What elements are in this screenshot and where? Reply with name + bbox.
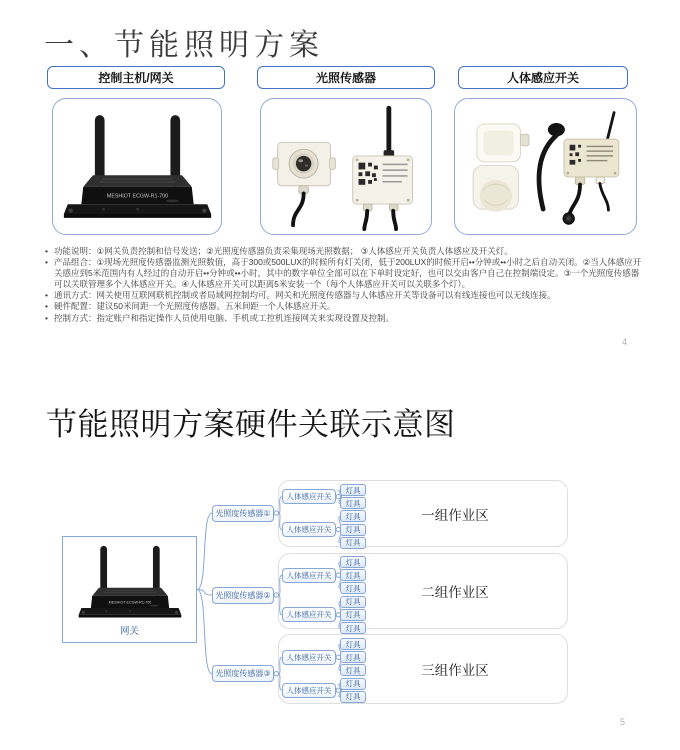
lamp-box: 灯具 bbox=[340, 497, 366, 509]
work-area-label: 一组作业区 bbox=[421, 507, 489, 523]
bullet-product-combo: • 产品组合：①现场光照度传感器监测光照数值，高于300或500LUX的时候所有灯关闭，低于200LUX的时候开启••分钟或••小时之后自动关闭。②当人体感应开关感应到5米范围内有人经过的自动开启••分钟或••小时，其中的数字单位全部可以在下单时设定好，也可以交由客户自己在控制端设定。③一个光照度传感器可以关联管理多个人体感应开关。④人体感应开关可以距离5米安装一个（每个人体感应开关可以关联多个灯）。 bbox=[44, 257, 642, 289]
slide2-title: 节能照明方案硬件关联示意图 bbox=[46, 407, 456, 442]
slide1-page-number: 4 bbox=[622, 337, 628, 347]
gateway-product-image bbox=[60, 111, 215, 223]
motion-switch-box: 人体感应开关 bbox=[282, 522, 336, 537]
light-sensor-box: 光照度传感器③ bbox=[212, 665, 274, 682]
bullet-communication: • 通讯方式：网关使用互联网联机控制或者局域网控制均可。网关和光照度传感器与人体感应开关等设备可以有线连接也可以无线连接。 bbox=[44, 290, 642, 301]
motion-switch-box: 人体感应开关 bbox=[282, 607, 336, 622]
product-label-light-sensor: 光照传感器 bbox=[257, 66, 435, 89]
lamp-box: 灯具 bbox=[340, 596, 366, 608]
lamp-box: 灯具 bbox=[340, 582, 366, 594]
motion-switch-box: 人体感应开关 bbox=[282, 489, 336, 504]
bullet-hardware-config: • 硬件配置：建议50米间距一个光照度传感器。五米间距一个人体感应开关。 bbox=[44, 301, 642, 312]
product-label-gateway: 控制主机/网关 bbox=[47, 66, 225, 89]
motion-switch-product-image bbox=[458, 102, 633, 232]
lamp-box: 灯具 bbox=[340, 484, 366, 496]
work-area-label: 三组作业区 bbox=[421, 663, 489, 678]
lamp-box: 灯具 bbox=[340, 524, 366, 536]
lamp-box: 灯具 bbox=[340, 622, 366, 634]
product-label-motion-switch: 人体感应开关 bbox=[458, 66, 628, 89]
lamp-box: 灯具 bbox=[340, 691, 366, 703]
motion-switch-box: 人体感应开关 bbox=[282, 650, 336, 665]
light-sensor-box: 光照度传感器① bbox=[212, 505, 274, 522]
lamp-box: 灯具 bbox=[340, 569, 366, 581]
lamp-box: 灯具 bbox=[340, 651, 366, 663]
slide2-page-number: 5 bbox=[620, 717, 626, 727]
light-sensor-box: 光照度传感器② bbox=[212, 587, 274, 604]
lamp-box: 灯具 bbox=[340, 664, 366, 676]
lamp-box: 灯具 bbox=[340, 556, 366, 568]
gateway-node-label: 网关 bbox=[119, 626, 139, 637]
lamp-box: 灯具 bbox=[340, 609, 366, 621]
light-sensor-product-card bbox=[260, 98, 432, 235]
lamp-box: 灯具 bbox=[340, 638, 366, 650]
motion-switch-box: 人体感应开关 bbox=[282, 683, 336, 698]
slide1-title: 一、节能照明方案 bbox=[44, 29, 324, 62]
bullet-function: • 功能说明：①网关负责控制和信号发送；②光照度传感器负责采集现场光照数据； ③人体感应开关负责人体感应及开关灯。 bbox=[44, 246, 642, 257]
feature-bullet-list bbox=[44, 246, 642, 324]
lamp-box: 灯具 bbox=[340, 510, 366, 522]
motion-switch-product-card bbox=[454, 98, 637, 235]
work-area-label: 二组作业区 bbox=[421, 585, 489, 600]
light-sensor-product-image bbox=[264, 102, 428, 232]
lamp-box: 灯具 bbox=[340, 678, 366, 690]
diagram-gateway-node bbox=[62, 536, 197, 643]
lamp-box: 灯具 bbox=[340, 537, 366, 549]
motion-switch-box: 人体感应开关 bbox=[282, 568, 336, 583]
bullet-control-method: • 控制方式：指定账户和指定操作人员使用电脑、手机或工控机连接网关来实现设置及控制。 bbox=[44, 313, 642, 324]
diagram-gateway-image bbox=[76, 543, 184, 621]
gateway-product-card bbox=[52, 98, 222, 235]
